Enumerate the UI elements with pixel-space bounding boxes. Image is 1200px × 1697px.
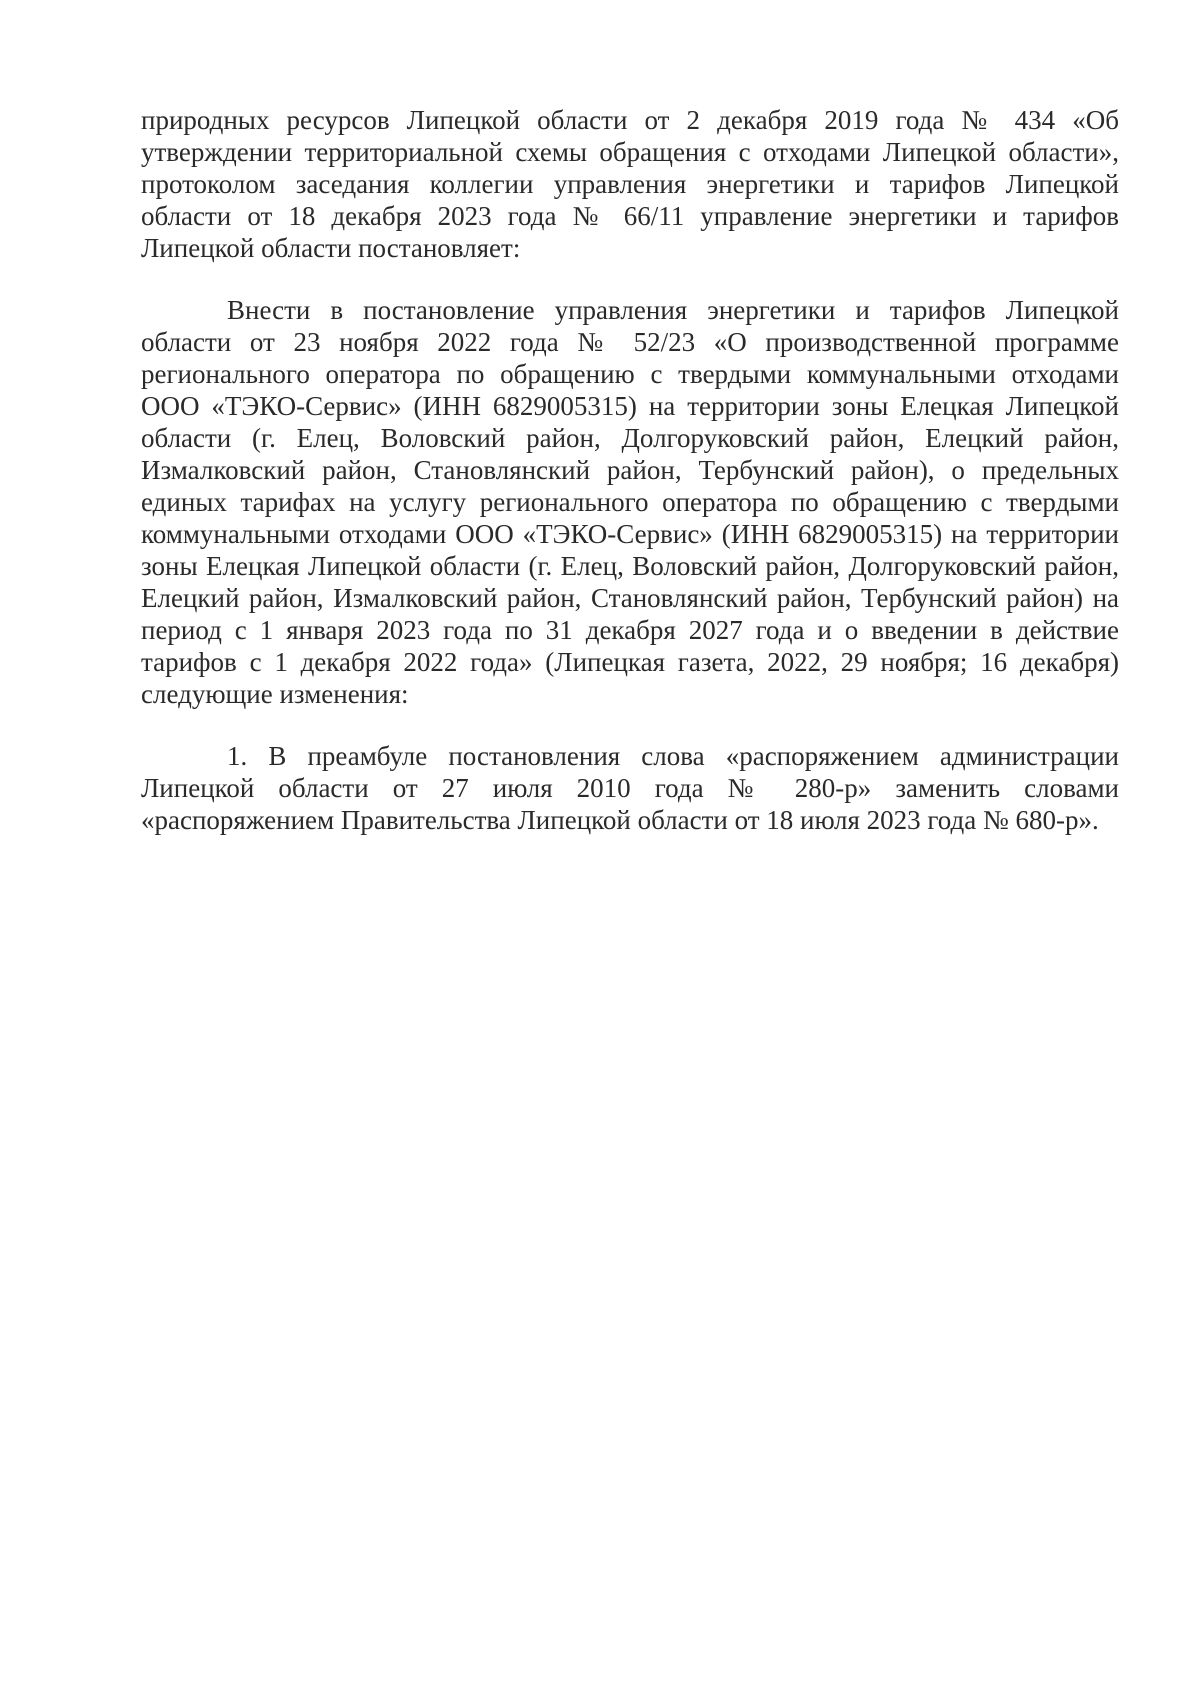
- amendment-item-1-paragraph: 1. В преамбуле постановления слова «распоряжением администрации Липецкой области от 27 июля 2010 года № 280-р» заменить словами «распоряжением Правительства Липецкой области от 18 июля 2023 года № 680-р».: [141, 741, 1119, 835]
- document-body: [141, 104, 1119, 836]
- paragraph-spacer: [141, 264, 1119, 294]
- amendment-intro-paragraph: Внести в постановление управления энергетики и тарифов Липецкой области от 23 ноября 2022 года № 52/23 «О производственной программе регионального оператора по обращению с твердыми коммунальными отходами ООО «ТЭКО-Сервис» (ИНН 6829005315) на территории зоны Елецкая Липецкой области (г. Елец, Воловский район, Долгоруковский район, Елецкий район, Измалковский район, Становлянский район, Тербунский район), о предельных единых тарифах на услугу регионального оператора по обращению с твердыми коммунальными отходами ООО «ТЭКО-Сервис» (ИНН 6829005315) на территории зоны Елецкая Липецкой области (г. Елец, Воловский район, Долгоруковский район, Елецкий район, Измалковский район, Становлянский район, Тербунский район) на период с 1 января 2023 года по 31 декабря 2027 года и о введении в действие тарифов с 1 декабря 2022 года» (Липецкая газета, 2022, 29 ноября; 16 декабря) следующие изменения:: [141, 295, 1119, 709]
- paragraph-spacer: [141, 710, 1119, 740]
- preamble-continuation-paragraph: природных ресурсов Липецкой области от 2 декабря 2019 года № 434 «Об утверждении территориальной схемы обращения с отходами Липецкой области», протоколом заседания коллегии управления энергетики и тарифов Липецкой области от 18 декабря 2023 года № 66/11 управление энергетики и тарифов Липецкой области постановляет:: [141, 105, 1119, 263]
